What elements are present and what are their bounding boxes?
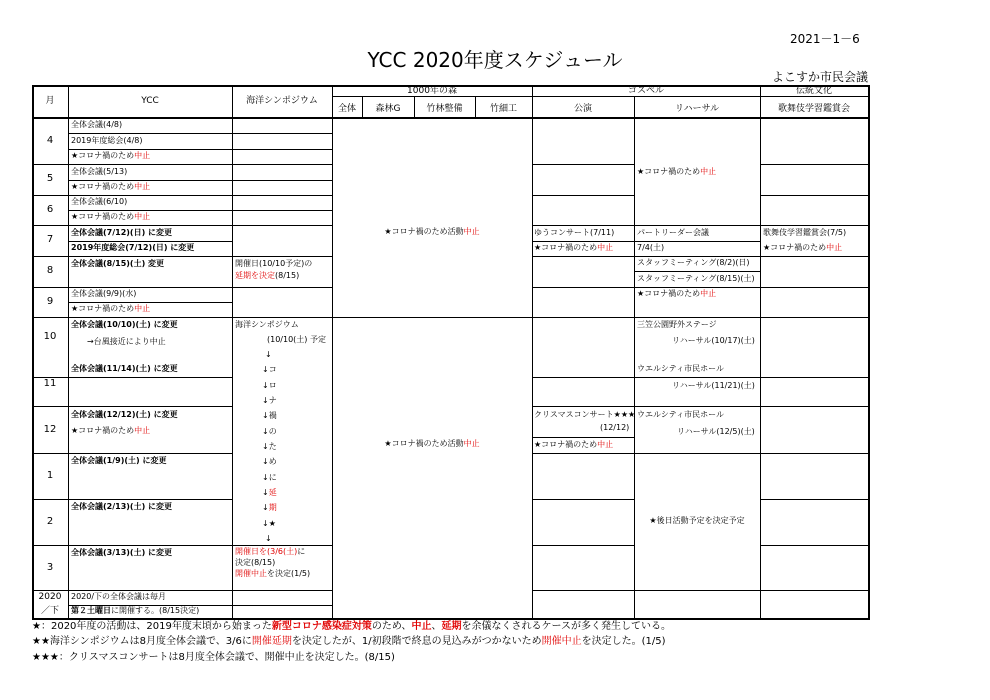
- ycc-entry: ★コロナ禍のため中止: [71, 304, 151, 313]
- header-kabuki: 歌舞伎学習鑑賞会: [777, 104, 850, 114]
- kaiyo-entry: 開催中止を決定(1/5): [235, 569, 311, 578]
- koen-entry: (12/12): [600, 423, 630, 432]
- vertical-char: ↓の: [262, 427, 277, 436]
- ycc-entry: 第２土曜日に開催する。(8/15決定): [71, 606, 200, 615]
- ycc-entry: 全体会議(3/13)(土) に変更: [71, 548, 173, 557]
- kaiyo-entry: 決定(8/15): [235, 558, 276, 567]
- rehearsal-entry: リハーサル(12/5)(土): [677, 427, 755, 436]
- ycc-entry: 全体会議(6/10): [71, 197, 128, 206]
- vertical-char: ↓期: [262, 503, 277, 512]
- header-dento: 伝統文化: [795, 86, 832, 96]
- rehearsal-entry: リハーサル(10/17)(土): [672, 336, 755, 345]
- kabuki-entry: ★コロナ禍のため中止: [763, 243, 843, 252]
- mori-status: ★コロナ禍のため活動中止: [384, 227, 480, 236]
- month-label: 11: [43, 378, 57, 389]
- month-label: 7: [46, 234, 54, 245]
- month-label: 10: [43, 331, 57, 342]
- ycc-entry: ★コロナ禍のため中止: [71, 182, 151, 191]
- header-kaiyo: 海洋シンポジウム: [246, 96, 318, 106]
- kaiyo-entry: 延期を決定(8/15): [235, 271, 300, 280]
- footnote: ★★★：クリスマスコンサートは8月度全体会議で、開催中止を決定した。(8/15): [32, 652, 395, 663]
- ycc-entry: 全体会議(8/15)(土) 変更: [71, 259, 165, 268]
- rehearsal-entry: パートリーダー会議: [637, 228, 709, 237]
- vertical-char: ↓延: [262, 488, 277, 497]
- month-label: 9: [46, 296, 54, 307]
- header-ycc: YCC: [141, 96, 159, 106]
- rehearsal-entry: 三笠公園野外ステージ: [637, 320, 717, 329]
- koen-entry: ★コロナ禍のため中止: [534, 243, 614, 252]
- month-label: 5: [46, 173, 54, 184]
- header-takebayashi: 竹林整備: [426, 104, 463, 114]
- kabuki-entry: 歌舞伎学習鑑賞会(7/5): [763, 228, 847, 237]
- arrow-down-icon: ↓: [265, 350, 272, 359]
- koen-entry: ★コロナ禍のため中止: [534, 440, 614, 449]
- month-label: 4: [46, 135, 54, 146]
- document-date: 2021－1－6: [790, 32, 860, 46]
- vertical-char: ↓ナ: [262, 396, 277, 405]
- header-shinrin: 森林G: [375, 104, 401, 114]
- rehearsal-entry: ★コロナ禍のため中止: [637, 289, 717, 298]
- header-takezaiku: 竹細工: [489, 104, 517, 114]
- ycc-entry: 全体会議(5/13): [71, 167, 128, 176]
- ycc-entry: 全体会議(1/9)(土) に変更: [71, 456, 167, 465]
- ycc-entry: ★コロナ禍のため中止: [71, 151, 151, 160]
- ycc-entry: 全体会議(10/10)(土) に変更: [71, 320, 178, 329]
- month-label: 12: [43, 424, 57, 435]
- header-rehearsal: リハーサル: [674, 104, 720, 114]
- last-row-label: ／下: [40, 606, 59, 616]
- ycc-entry: 2020/下の全体会議は毎月: [71, 592, 167, 601]
- rehearsal-entry: ウエルシティ市民ホール: [637, 364, 724, 373]
- ycc-entry: 全体会議(7/12)(日) に変更: [71, 228, 173, 237]
- header-month: 月: [45, 96, 55, 106]
- kaiyo-entry: 開催日(10/10予定)の: [235, 259, 313, 268]
- rehearsal-entry: ウエルシティ市民ホール: [637, 410, 724, 419]
- header-mori: 1000年の森: [407, 86, 457, 96]
- last-row-label: 2020: [38, 592, 62, 602]
- footnote: ★：2020年度の活動は、2019年度末頃から始まった新型コロナ感染症対策のため、中止、延期を余儀なくされるケースが多く発生している。: [32, 621, 671, 632]
- page-title: YCC 2020年度スケジュール: [367, 48, 623, 72]
- month-label: 3: [46, 562, 54, 573]
- month-label: 1: [46, 470, 54, 481]
- rehearsal-entry: スタッフミーティング(8/2)(日): [637, 258, 750, 267]
- header-koen: 公演: [573, 104, 592, 114]
- ycc-entry: ★コロナ禍のため中止: [71, 426, 151, 435]
- vertical-char: ↓め: [262, 457, 277, 466]
- ycc-entry: 全体会議(4/8): [71, 120, 123, 129]
- month-label: 2: [46, 516, 54, 527]
- vertical-char: ↓た: [262, 442, 277, 451]
- vertical-char: ↓コ: [262, 365, 277, 374]
- ycc-entry: 2019年度総会(4/8): [71, 136, 143, 145]
- vertical-char: ↓禍: [262, 411, 277, 420]
- month-label: 6: [46, 204, 54, 215]
- vertical-char: ↓に: [262, 473, 277, 482]
- ycc-entry: 全体会議(9/9)(水): [71, 289, 137, 298]
- month-label: 8: [46, 265, 54, 276]
- kaiyo-entry: 開催日を(3/6(土)に: [235, 547, 306, 556]
- ycc-entry: 全体会議(12/12)(土) に変更: [71, 410, 178, 419]
- rehearsal-entry: ★コロナ禍のため中止: [637, 167, 717, 176]
- footnote: ★★海洋シンポジウムは8月度全体会議で、3/6に開催延期を決定したが、1/初段階で終息の見込みがつかないため開催中止を決定した。(1/5): [32, 636, 666, 647]
- organization-name: よこすか市民会議: [772, 70, 869, 84]
- ycc-entry: 全体会議(2/13)(土) に変更: [71, 502, 173, 511]
- rehearsal-entry: ★後日活動予定を決定予定: [649, 516, 745, 525]
- header-zentai: 全体: [337, 104, 356, 114]
- rehearsal-entry: スタッフミーティング(8/15)(土): [637, 274, 755, 283]
- koen-entry: ゆうコンサート(7/11): [534, 228, 615, 237]
- ycc-entry: →台風接近により中止: [87, 337, 166, 346]
- rehearsal-entry: リハーサル(11/21)(土): [672, 381, 755, 390]
- ycc-entry: ★コロナ禍のため中止: [71, 212, 151, 221]
- arrow-down-icon: ↓: [265, 534, 272, 543]
- header-gospel: ゴスペル: [627, 86, 664, 96]
- ycc-entry: 全体会議(11/14)(土) に変更: [71, 364, 178, 373]
- vertical-char: ↓ロ: [262, 381, 277, 390]
- rehearsal-entry: 7/4(土): [637, 243, 665, 252]
- ycc-entry: 2019年度総会(7/12)(日) に変更: [71, 243, 195, 252]
- kaiyo-entry: 海洋シンポジウム: [235, 320, 299, 329]
- koen-entry: クリスマスコンサート★★★: [534, 410, 636, 419]
- schedule-table: [32, 85, 870, 620]
- mori-status: ★コロナ禍のため活動中止: [384, 439, 480, 448]
- vertical-char: ↓★: [262, 519, 276, 528]
- kaiyo-entry: (10/10(土) 予定: [267, 335, 326, 344]
